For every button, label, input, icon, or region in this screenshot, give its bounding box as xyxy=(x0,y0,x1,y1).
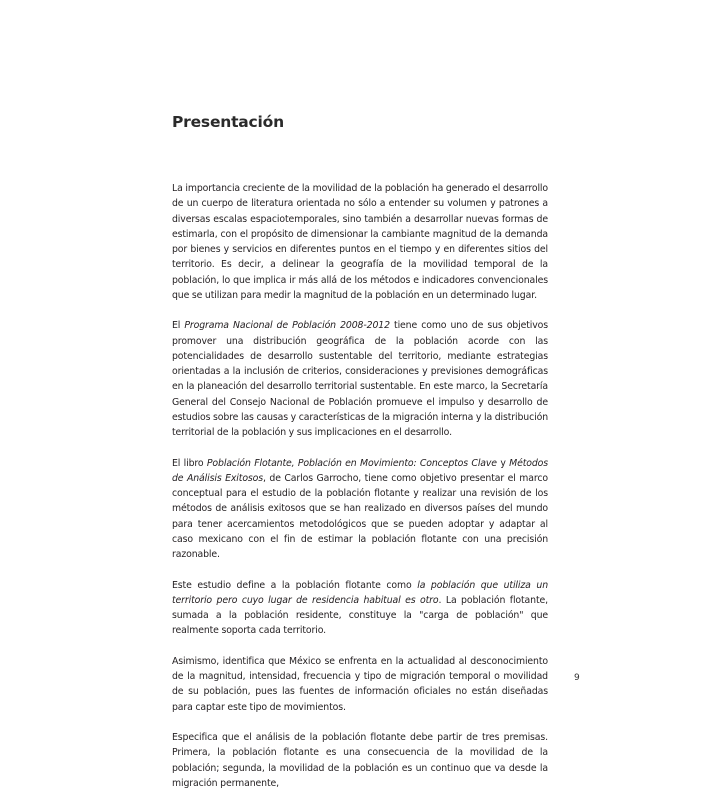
page-number: 9 xyxy=(574,673,580,683)
definition-emphasis: la población que utiliza un territorio pero cuyo lugar de residencia habitual es otro xyxy=(172,579,548,606)
paragraph-6 xyxy=(172,730,548,791)
text-segment: El xyxy=(172,320,185,332)
text-segment: y xyxy=(496,457,510,469)
text-segment: tiene como uno de sus objetivos promover una distribución geográfica de la población acorde con las potencialidades de desarrollo sustentable del territorio, mediante estrategias orientadas a la inclusión de criterios, consideraciones y previsiones demográficas en la planeación del desarrollo territorial sustentable. En este marco, la Secretaría General del Consejo Nacional de Población promueve el impulso y desarrollo de estudios sobre las causas y características de la migración interna y la distribución territorial de la población y sus implicaciones en el desarrollo. xyxy=(172,320,548,438)
paragraph-1 xyxy=(172,181,548,303)
text-segment: , de Carlos Garrocho, tiene como objetivo presentar el marco conceptual para el estudio de la población flotante y realizar una revisión de los métodos de análisis exitosos que se han realizado en diversos países del mundo para tener acercamientos metodológicos que se pueden adoptar y adaptar al caso mexicano con el fin de estimar la población flotante con una precisión razonable. xyxy=(172,472,549,560)
paragraph-3 xyxy=(172,456,548,563)
text-segment: Este estudio define a la población flotante como xyxy=(172,579,418,591)
program-title: Programa Nacional de Población 2008-2012 xyxy=(184,320,390,332)
paragraph-5 xyxy=(172,654,548,715)
paragraph-4 xyxy=(172,578,548,639)
text-segment: . La población flotante, sumada a la población residente, constituye la "carga de población" que realmente soporta cada territorio. xyxy=(172,594,548,637)
book-title-part-1: Población Flotante, Población en Movimiento: Conceptos Clave xyxy=(206,457,497,469)
text-segment: El libro xyxy=(172,457,207,469)
body-text xyxy=(172,181,548,806)
page-title: Presentación xyxy=(172,113,284,132)
text-segment: Asimismo, identifica que México se enfrenta en la actualidad al desconocimiento de la magnitud, intensidad, frecuencia y tipo de migración temporal o movilidad de su población, pues las fuentes de información oficiales no están diseñadas para captar este tipo de movimientos. xyxy=(172,655,548,713)
paragraph-2 xyxy=(172,318,548,440)
book-title-part-2: Métodos de Análisis Exitosos xyxy=(172,457,549,484)
text-segment: La importancia creciente de la movilidad de la población ha generado el desarrollo de un cuerpo de literatura orientada no sólo a entender su volumen y patrones a diversas escalas espaciotemporales, sino también a desarrollar nuevas formas de estimarla, con el propósito de dimensionar la cambiante magnitud de la demanda por bienes y servicios en diferentes puntos en el tiempo y en diferentes sitios del territorio. Es decir, a delinear la geografía de la movilidad temporal de la población, lo que implica ir más allá de los métodos e indicadores convencionales que se utilizan para medir la magnitud de la población en un determinado lugar. xyxy=(172,183,548,301)
text-segment: Especifica que el análisis de la población flotante debe partir de tres premisas. Primera, la población flotante es una consecuencia de la movilidad de la población; segunda, la movilidad de la población es un continuo que va desde la migración permanente, xyxy=(172,732,548,789)
